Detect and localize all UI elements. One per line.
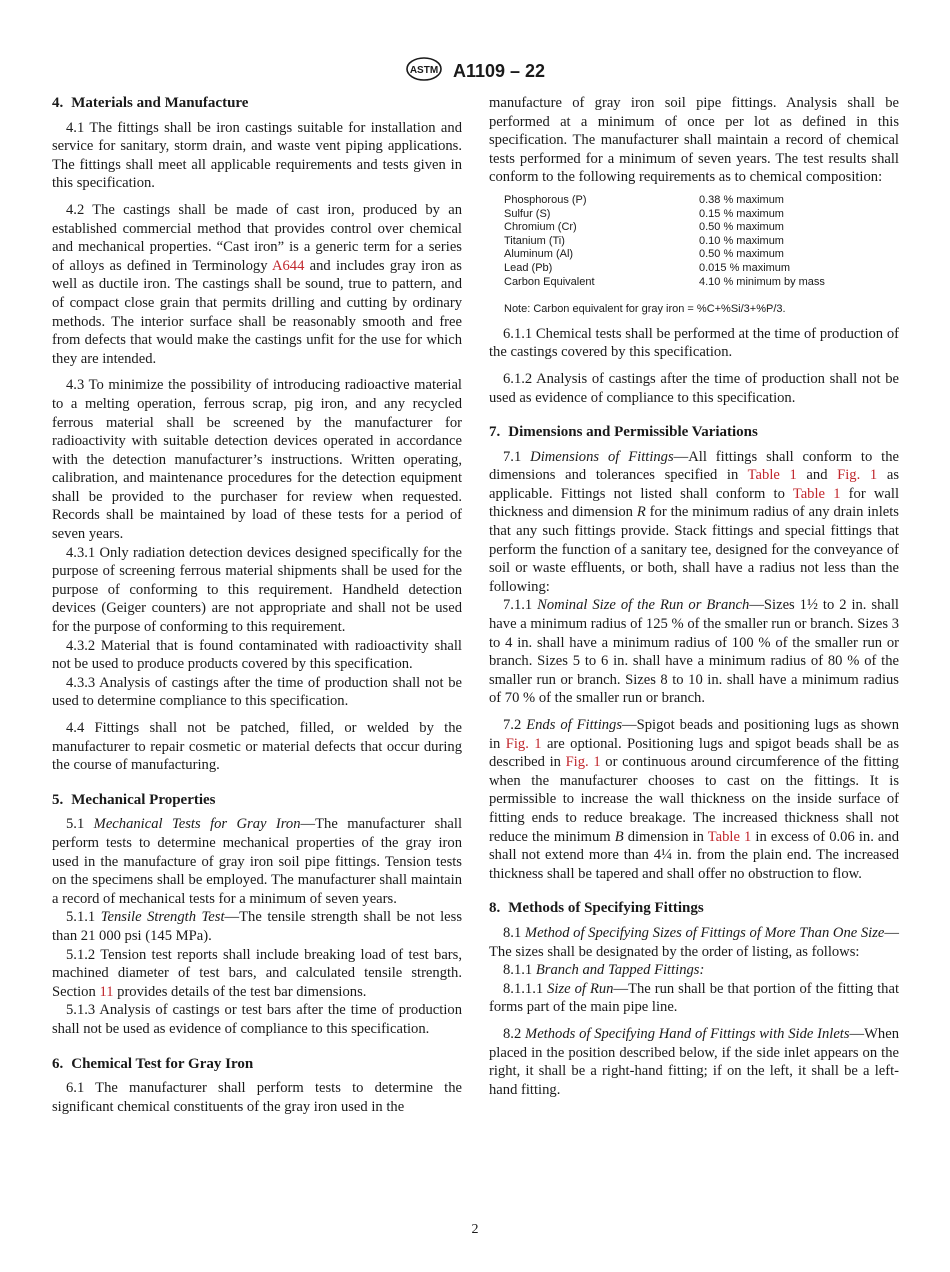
paragraph-6-1-cont: manufacture of gray iron soil pipe fittings. Analysis shall be performed at a minimum of once per lot as defined in this specification. The manufacturer shall maintain a record of chemical tests performed for a minimum of seven years. The test results shall conform to the following requirements as to chemical composition: bbox=[489, 95, 899, 186]
chem-limit: 0.50 % maximum bbox=[699, 221, 784, 234]
link-fig-1[interactable]: Fig. 1 bbox=[505, 735, 542, 752]
chem-limit: 0.15 % maximum bbox=[699, 207, 784, 220]
chem-element: Phosphorous (P) bbox=[504, 193, 587, 206]
section-heading-7: 7. Dimensions and Permissible Variations bbox=[489, 424, 758, 441]
chem-element: Carbon Equivalent bbox=[504, 275, 595, 288]
paragraph-4-3-2: 4.3.2 Material that is found contaminated with radioactivity shall not be used to produce products covered by this specification. bbox=[52, 637, 462, 673]
chem-limit: 4.10 % minimum by mass bbox=[699, 275, 825, 288]
section-heading-5: 5. Mechanical Properties bbox=[52, 791, 216, 808]
svg-text:ASTM: ASTM bbox=[409, 65, 439, 76]
section-heading-6: 6. Chemical Test for Gray Iron bbox=[52, 1055, 254, 1072]
chem-row bbox=[504, 276, 825, 290]
chem-element: Titanium (Ti) bbox=[504, 234, 565, 247]
paragraph-5-1: 5.1 Mechanical Tests for Gray Iron—The manufacturer shall perform tests to determine mechanical properties of the gray iron used in the manufacture of gray iron soil pipe fittings. Tension tests on the specimens shall be employed. The manufacturer shall maintain a record of mechanical tests for a minimum of seven years. bbox=[52, 816, 463, 907]
paragraph-8-1-1: 8.1.1 Branch and Tapped Fittings: bbox=[503, 962, 705, 979]
right-column bbox=[489, 94, 899, 1099]
chem-row bbox=[504, 208, 825, 222]
paragraph-4-1: 4.1 The fittings shall be iron castings suitable for installation and service for sanitary, storm drain, and waste vent piping applications. The fittings shall meet all applicable requirements and tests given in this specification. bbox=[52, 119, 462, 192]
chem-element: Chromium (Cr) bbox=[504, 221, 577, 234]
document-code: A1109 – 22 bbox=[452, 61, 546, 81]
link-fig-1[interactable]: Fig. 1 bbox=[837, 467, 878, 484]
chem-element: Sulfur (S) bbox=[504, 207, 551, 220]
chem-limit: 0.015 % maximum bbox=[699, 261, 791, 274]
paragraph-6-1-2: 6.1.2 Analysis of castings after the time of production shall not be used as evidence of compliance to this specification. bbox=[489, 370, 899, 406]
link-fig-1[interactable]: Fig. 1 bbox=[565, 754, 601, 771]
paragraph-8-1-1-1: 8.1.1.1 Size of Run—The run shall be that portion of the fitting that forms part of the main pipe line. bbox=[489, 980, 899, 1016]
carbon-equivalent-note: Note: Carbon equivalent for gray iron = %C+%Si/3+%P/3. bbox=[504, 303, 786, 316]
chem-element: Lead (Pb) bbox=[504, 261, 553, 274]
paragraph-4-2: 4.2 The castings shall be made of cast iron, produced by an established commercial method that provides control over chemical and mechanical properties. “Cast iron” is a generic term for a series of alloys as defined in Terminology A644 and includes gray iron as well as ductile iron. The castings shall be sound, true to pattern, and of compact close grain that permits drilling and cutting by ordinary methods. The interior surface shall be reasonably smooth and free from defects that would make the castings unfit for the use for which they are intended. bbox=[52, 201, 462, 367]
section-heading-4: 4. Materials and Manufacture bbox=[52, 95, 249, 111]
paragraph-6-1-start: 6.1 The manufacturer shall perform tests to determine the significant chemical constituents of the gray iron used in the bbox=[52, 1080, 462, 1115]
chem-limit: 0.10 % maximum bbox=[699, 234, 784, 247]
paragraph-6-1-1: 6.1.1 Chemical tests shall be performed at the time of production of the castings covered by this specification. bbox=[489, 325, 899, 361]
paragraph-7-1: 7.1 Dimensions of Fittings—All fittings shall conform to the dimensions and tolerances specified in Table 1 and Fig. 1 as applicable. Fittings not listed shall conform to Table 1 for wall thickness and dimension R for the minimum radius of any drain inlets that any such fittings provide. Stack fittings and special fittings that perform the function of a sanitary tee, designed for the conveyance of soil or waste effluents, or both, shall have a radius not less than the following: bbox=[489, 448, 899, 595]
paragraph-8-1: 8.1 Method of Specifying Sizes of Fittings of More Than One Size—The sizes shall be designated by the order of listing, as follows: bbox=[489, 924, 899, 960]
page-number: 2 bbox=[471, 1222, 479, 1237]
link-section-11[interactable]: 11 bbox=[99, 983, 114, 1000]
chem-limit: 0.38 % maximum bbox=[699, 193, 784, 206]
chemical-requirements-table bbox=[504, 194, 825, 289]
chem-row bbox=[504, 248, 825, 262]
chem-row bbox=[504, 235, 825, 249]
chem-element: Aluminum (Al) bbox=[504, 248, 574, 261]
paragraph-5-1-3: 5.1.3 Analysis of castings or test bars after the time of production shall not be used as evidence of compliance to this specification. bbox=[52, 1002, 462, 1037]
link-a644[interactable]: A644 bbox=[271, 257, 305, 274]
paragraph-4-3-1: 4.3.1 Only radiation detection devices designed specifically for the purpose of screening ferrous material shipments shall be used for the purpose of conforming to this requirement. Handheld detection devices (Geiger counters) are not appropriate and shall not be used for the purpose of conforming to this requirement. bbox=[52, 544, 462, 636]
paragraph-5-1-2: 5.1.2 Tension test reports shall include breaking load of test bars, machined diameter of test bars, and calculated tensile strength. Section 11 provides details of the test bar dimensions. bbox=[52, 946, 462, 1000]
link-table-1[interactable]: Table 1 bbox=[707, 828, 752, 845]
paragraph-5-1-1: 5.1.1 Tensile Strength Test—The tensile strength shall be not less than 21 000 psi (145 MPa). bbox=[52, 909, 463, 944]
astm-logo-icon bbox=[405, 56, 443, 87]
chem-row bbox=[504, 221, 825, 235]
paragraph-4-4: 4.4 Fittings shall not be patched, filled, or welded by the manufacturer to repair cosmetic or material defects that occur during the course of manufacturing. bbox=[52, 720, 462, 774]
paragraph-4-3: 4.3 To minimize the possibility of introducing radioactive material to a melting operation, ferrous scrap, pig iron, and any recycled ferrous material shall be screened by the manufacturer for radioactivity with suitable detection devices operated in accordance with the detection manufacturer’s instructions. Written operating, calibration, and maintenance procedures for the detection equipment shall be provided to the purchaser for review when requested. Records shall be maintained by load of these tests for a period of seven years. bbox=[52, 377, 462, 543]
paragraph-7-2: 7.2 Ends of Fittings—Spigot beads and positioning lugs as shown in Fig. 1 are optional. Positioning lugs and spigot beads shall be as described in Fig. 1 or continuous around circumference of the fitting when the manufacturer chooses to cast on the fittings. It is permissible to increase the wall thickness on the inside surface of fitting ends to reduce breakage. The increased thickness shall not reduce the minimum B dimension in Table 1 in excess of 0.06 in. and shall not extend more than 4¼ in. from the plain end. The increased thickness shall be tapered and shall offer no obstruction to flow. bbox=[489, 717, 900, 882]
link-table-1[interactable]: Table 1 bbox=[792, 485, 841, 502]
chem-limit: 0.50 % maximum bbox=[699, 248, 784, 261]
paragraph-8-2: 8.2 Methods of Specifying Hand of Fittings with Side Inlets—When placed in the position described below, if the side inlet appears on the right, it shall be a right-hand fitting; if on the left, it shall be a left-hand fitting. bbox=[489, 1025, 899, 1098]
paragraph-4-3-3: 4.3.3 Analysis of castings after the time of production shall not be used to determine compliance to this specification. bbox=[52, 674, 462, 710]
link-table-1[interactable]: Table 1 bbox=[747, 467, 797, 484]
section-heading-8: 8. Methods of Specifying Fittings bbox=[489, 900, 704, 917]
left-column bbox=[52, 94, 462, 1116]
paragraph-7-1-1: 7.1.1 Nominal Size of the Run or Branch—Sizes 1½ to 2 in. shall have a minimum radius of 125 % of the smaller run or branch. Sizes 3 to 4 in. shall have a minimum radius of 100 % of the smaller run or branch. Sizes 5 to 6 in. shall have a minimum radius of 80 % of the smaller run or branch. Sizes 8 to 10 in. shall have a minimum radius of 70 % of the smaller run or branch. bbox=[489, 597, 899, 707]
page-header bbox=[0, 56, 950, 87]
chem-row bbox=[504, 262, 825, 276]
chem-row bbox=[504, 194, 825, 208]
